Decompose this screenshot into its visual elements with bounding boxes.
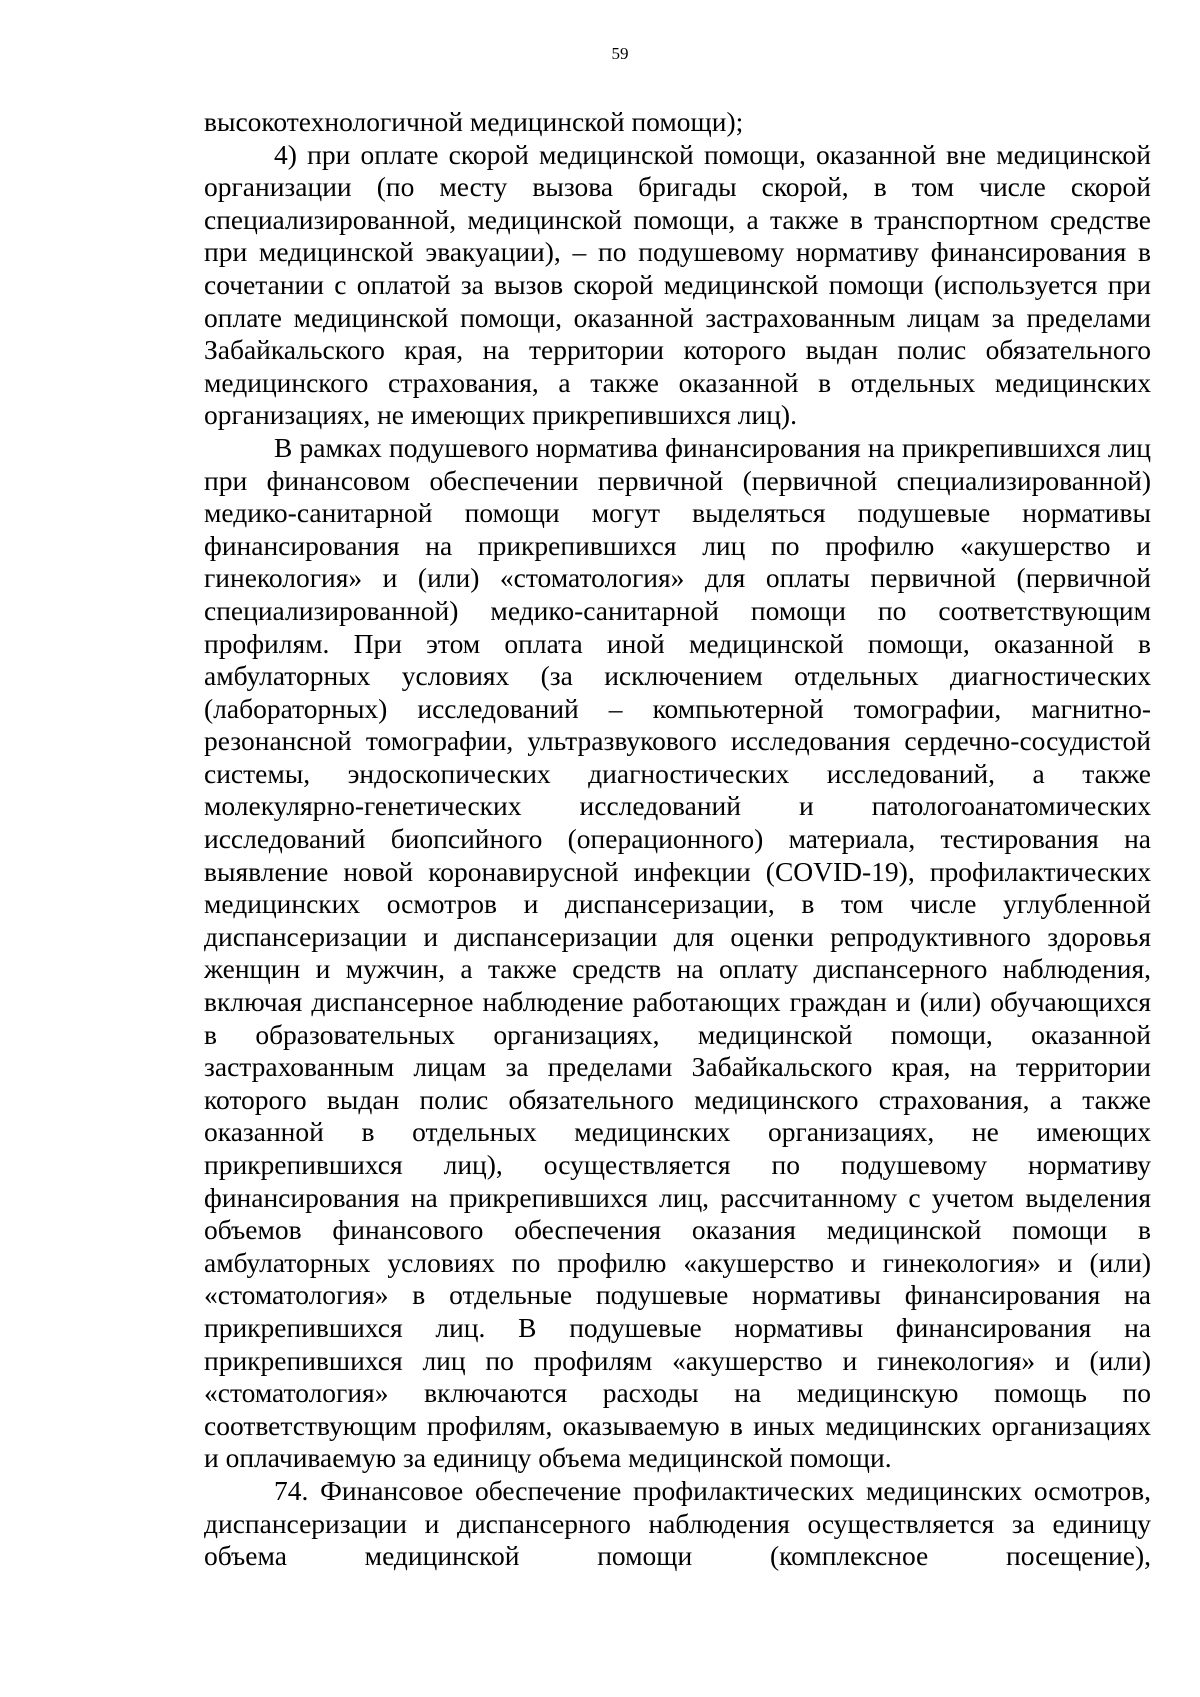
paragraph-item-4: 4) при оплате скорой медицинской помощи, оказанной вне медицинской организации (по месту вызова бригады скорой, в том числе скорой специализированной, медицинской помощи, а также в транспортном средстве при медицинской эвакуации), – по подушевому нормативу финансирования в сочетании с оплатой за вызов скорой медицинской помощи (используется при оплате медицинской помощи, оказанной застрахованным лицам за пределами Забайкальского края, на территории которого выдан полис обязательного медицинского страхования, а также оказанной в отдельных медицинских организациях, не имеющих прикрепившихся лиц). [204, 138, 1151, 431]
document-body [204, 106, 1151, 1573]
page-number: 59 [611, 44, 629, 63]
paragraph-continuation: высокотехнологичной медицинской помощи); [204, 106, 744, 137]
paragraph-item-74: 74. Финансовое обеспечение профилактических медицинских осмотров, диспансеризации и диспансерного наблюдения осуществляется за единицу объема медицинской помощи (комплексное посещение), [204, 1474, 1151, 1572]
paragraph-per-capita-standards: В рамках подушевого норматива финансирования на прикрепившихся лиц при финансовом обеспечении первичной (первичной специализированной) медико-санитарной помощи могут выделяться подушевые нормативы финансирования на прикрепившихся лиц по профилю «акушерство и гинекология» и (или) «стоматология» для оплаты первичной (первичной специализированной) медико-санитарной помощи по соответствующим профилям. При этом оплата иной медицинской помощи, оказанной в амбулаторных условиях (за исключением отдельных диагностических (лабораторных) исследований – компьютерной томографии, магнитно-резонансной томографии, ультразвукового исследования сердечно-сосудистой системы, эндоскопических диагностических исследований, а также молекулярно-генетических исследований и патологоанатомических исследований биопсийного (операционного) материала, тестирования на выявление новой коронавирусной инфекции (COVID-19), профилактических медицинских осмотров и диспансеризации, в том числе углубленной диспансеризации и диспансеризации для оценки репродуктивного здоровья женщин и мужчин, а также средств на оплату диспансерного наблюдения, включая диспансерное наблюдение работающих граждан и (или) обучающихся в образовательных организациях, медицинской помощи, оказанной застрахованным лицам за пределами Забайкальского края, на территории которого выдан полис обязательного медицинского страхования, а также оказанной в отдельных медицинских организациях, не имеющих прикрепившихся лиц), осуществляется по подушевому нормативу финансирования на прикрепившихся лиц, рассчитанному с учетом выделения объемов финансового обеспечения оказания медицинской помощи в амбулаторных условиях по профилю «акушерство и гинекология» и (или) «стоматология» в отдельные подушевые нормативы финансирования на прикрепившихся лиц. В подушевые нормативы финансирования на прикрепившихся лиц по профилям «акушерство и гинекология» и (или) «стоматология» включаются расходы на медицинскую помощь по соответствующим профилям, оказываемую в иных медицинских организациях и оплачиваемую за единицу объема медицинской помощи. [204, 431, 1151, 1474]
